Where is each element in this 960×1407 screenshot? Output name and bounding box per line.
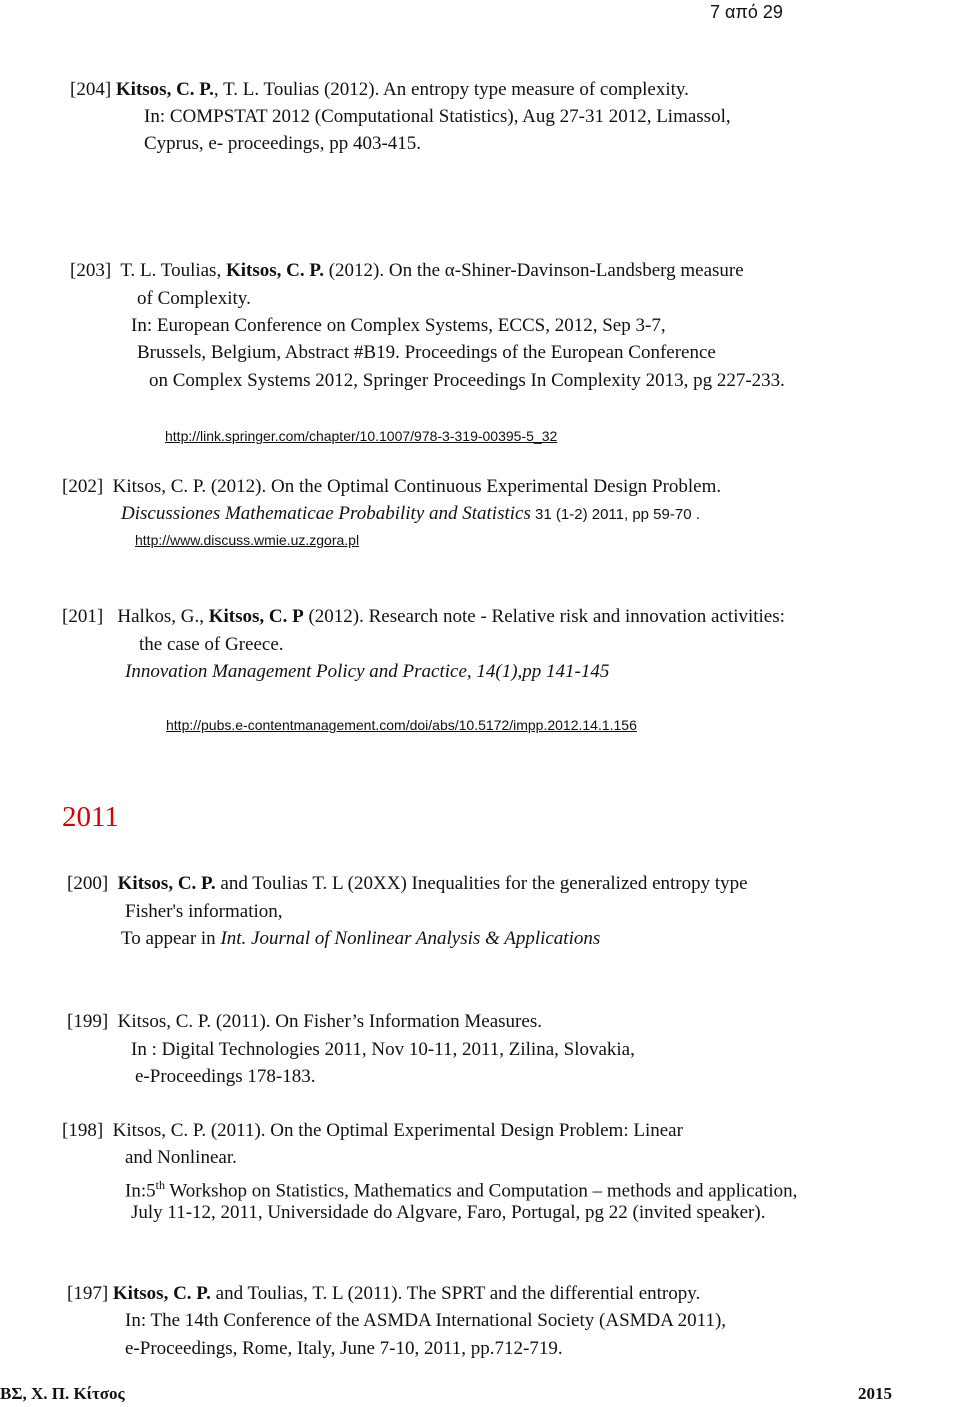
entry-text: (2012). Research note - Relative risk and innovation activities: [303,606,785,627]
entry-text: Halkos, G., [117,606,209,627]
entry-number: [201] [62,606,104,627]
entry-197-line-2: In: The 14th Conference of the ASMDA International Society (ASMDA 2011), [125,1310,727,1331]
entry-203-line-2: of Complexity. [137,288,251,309]
superscript: th [155,1178,165,1192]
entry-text: and Toulias T. L (20XX) Inequalities for the generalized entropy type [215,873,748,894]
entry-text: (2012). On the α-Shiner-Davinson-Landsberg measure [323,260,744,281]
entry-197-line-1 [67,1282,700,1306]
entry-203-line-1 [70,259,744,283]
entry-text: Kitsos, C. P. (2012). On the Optimal Continuous Experimental Design Problem. [112,476,722,497]
entry-text: Kitsos, C. P. (2011). On Fisher’s Information Measures. [117,1011,542,1032]
entry-200-line-3 [121,927,600,951]
entry-number: [202] [62,476,104,497]
entry-202-line-2 [121,502,700,527]
entry-198-line-3 [125,1173,797,1203]
author-name: Kitsos, C. P. [225,260,324,281]
footer-year: 2015 [858,1384,892,1403]
entry-199-line-2: In : Digital Technologies 2011, Nov 10-11, 2011, Zilina, Slovakia, [131,1039,635,1060]
entry-text: Kitsos, C. P. (2011). On the Optimal Experimental Design Problem: Linear [112,1120,683,1141]
entry-198-line-1 [62,1119,683,1143]
springer-link[interactable]: http://link.springer.com/chapter/10.1007/978-3-319-00395-5_32 [165,428,558,444]
journal-title: Int. Journal of Nonlinear Analysis & Applications [220,928,601,949]
entry-204-line-2: In: COMPSTAT 2012 (Computational Statistics), Aug 27-31 2012, Limassol, [144,106,731,127]
entry-203-line-4: Brussels, Belgium, Abstract #B19. Proceedings of the European Conference [137,342,716,363]
volume-info: 31 (1-2) 2011, pp 59-70 . [530,506,700,523]
entry-200-line-1 [67,872,748,896]
entry-204-line-1 [70,78,689,102]
entry-201-line-2: the case of Greece. [139,634,284,655]
entry-201-line-1 [62,605,785,629]
author-name: Kitsos, C. P [208,606,304,627]
entry-204-line-3: Cyprus, e- proceedings, pp 403-415. [144,133,422,154]
journal-title: Innovation Management Policy and Practice, 14(1),pp 141-145 [125,661,610,682]
entry-198-line-2: and Nonlinear. [125,1147,237,1168]
entry-199-line-1 [67,1010,542,1034]
entry-text: Workshop on Statistics, Mathematics and Computation – methods and application, [164,1180,798,1202]
entry-text: , T. L. Toulias (2012). An entropy type measure of complexity. [213,79,689,100]
author-name: Kitsos, C. P. [117,873,216,894]
entry-number: [204] [70,79,112,100]
author-name: Kitsos, C. P. [115,79,214,100]
entry-197-line-3: e-Proceedings, Rome, Italy, June 7-10, 2011, pp.712-719. [125,1338,563,1359]
entry-text: In:5 [125,1180,156,1202]
entry-text: T. L. Toulias, [120,260,226,281]
page-indicator: 7 από 29 [710,2,783,22]
entry-200-line-2: Fisher's information, [125,901,283,922]
entry-199-line-3: e-Proceedings 178-183. [135,1066,316,1087]
entry-203-line-3: In: European Conference on Complex Systems, ECCS, 2012, Sep 3-7, [131,315,666,336]
year-heading: 2011 [62,801,119,833]
footer-author: ΒΣ, Χ. Π. Κίτσος [0,1384,125,1403]
entry-number: [198] [62,1120,104,1141]
econtent-link[interactable]: http://pubs.e-contentmanagement.com/doi/abs/10.5172/impp.2012.14.1.156 [166,717,637,733]
entry-number: [200] [67,873,109,894]
entry-203-line-5: on Complex Systems 2012, Springer Proceedings In Complexity 2013, pg 227-233. [149,370,785,391]
entry-number: [197] [67,1283,109,1304]
entry-202-line-1 [62,475,721,499]
author-name: Kitsos, C. P. [112,1283,211,1304]
discuss-link[interactable]: http://www.discuss.wmie.uz.zgora.pl [135,532,360,548]
entry-number: [203] [70,260,112,281]
entry-198-line-4: July 11-12, 2011, Universidade do Algvare, Faro, Portugal, pg 22 (invited speaker). [131,1202,766,1223]
journal-title: Discussiones Mathematicae Probability and Statistics [121,503,531,524]
entry-text: To appear in [121,928,221,949]
entry-number: [199] [67,1011,109,1032]
entry-text: and Toulias, T. L (2011). The SPRT and the differential entropy. [210,1283,701,1304]
